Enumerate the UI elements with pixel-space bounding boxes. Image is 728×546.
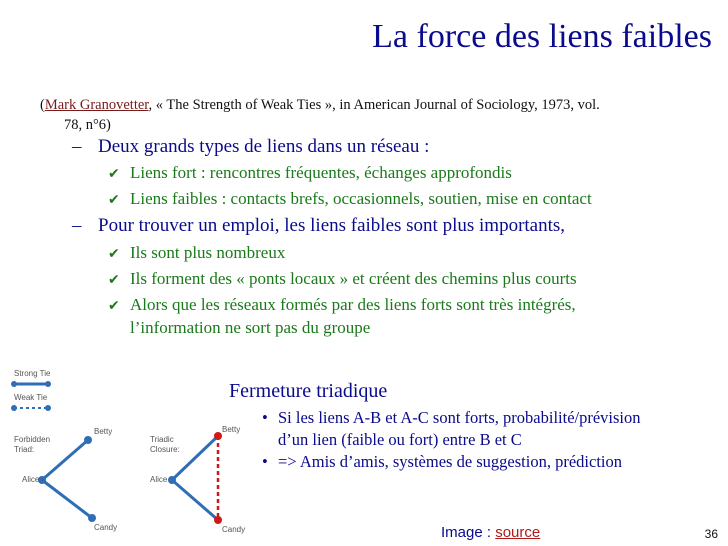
node-candy-label: Candy: [222, 525, 246, 534]
checkmark-icon: ✔: [108, 246, 120, 262]
triadic-closure-title: Fermeture triadique: [229, 380, 388, 402]
sub-bullet-integrated-networks: [108, 295, 576, 315]
checkmark-icon: ✔: [108, 272, 120, 288]
triadic-point-text: Si les liens A-B et A-C sont forts, probabilité/prévision: [278, 408, 641, 427]
checkmark-icon: ✔: [108, 166, 120, 182]
page-number: 36: [704, 527, 718, 541]
source-link[interactable]: source: [495, 524, 541, 541]
triadic-point-suggestions: [262, 451, 622, 473]
sub-bullet-local-bridges: [108, 269, 577, 289]
checkmark-icon: ✔: [108, 298, 120, 314]
sub-bullet-text: Ils forment des « ponts locaux » et créent des chemins plus courts: [130, 269, 577, 288]
dot-bullet: •: [262, 408, 268, 427]
sub-bullet-strong-ties: [108, 163, 512, 183]
ref-open: (: [40, 97, 45, 113]
node-alice-label: Alice: [22, 475, 40, 484]
closure-label-1: Triadic: [150, 435, 174, 444]
caption-prefix: Image :: [441, 524, 496, 541]
triadic-point-text: => Amis d’amis, systèmes de suggestion, prédiction: [278, 452, 622, 471]
forbidden-label-1: Forbidden: [14, 435, 51, 444]
node-alice-label: Alice: [150, 475, 168, 484]
bullet-text: Pour trouver un emploi, les liens faibles sont plus importants,: [98, 215, 566, 236]
bullet-text: Deux grands types de liens dans un réseau :: [98, 136, 430, 157]
image-caption: [441, 524, 540, 541]
ref-rest: , « The Strength of Weak Ties », in American Journal of Sociology, 1973, vol.: [148, 97, 600, 113]
dot-bullet: •: [262, 452, 268, 471]
forbidden-label-2: Triad:: [14, 445, 35, 454]
sub-bullet-text: Ils sont plus nombreux: [130, 243, 286, 262]
checkmark-icon: ✔: [108, 192, 120, 208]
sub-bullet-text: Alors que les réseaux formés par des liens forts sont très intégrés,: [130, 295, 576, 314]
legend-weak-tie: [11, 393, 51, 411]
node-candy-label: Candy: [94, 523, 118, 532]
node-betty-label: Betty: [222, 425, 241, 434]
ref-line2: 78, n°6): [64, 117, 111, 133]
sub-bullet-more-numerous: [108, 243, 285, 263]
legend-strong-label: Strong Tie: [14, 369, 51, 378]
dash-bullet: –: [72, 215, 82, 236]
triadic-point-strong-ties: [262, 407, 702, 451]
legend-strong-tie: [11, 369, 51, 387]
legend-weak-label: Weak Tie: [14, 393, 48, 402]
triadic-point-continuation: d’un lien (faible ou fort) entre B et C: [278, 430, 522, 449]
sub-bullet-weak-ties: [108, 189, 592, 209]
reference-citation: [40, 95, 690, 135]
author-link[interactable]: Mark Granovetter: [44, 97, 149, 113]
closure-label-2: Closure:: [150, 445, 180, 454]
sub-bullet-continuation: l’information ne sort pas du groupe: [130, 318, 371, 337]
sub-bullet-text: Liens faibles : contacts brefs, occasionnels, soutien, mise en contact: [130, 189, 592, 208]
node-betty-label: Betty: [94, 427, 113, 436]
slide-title: La force des liens faibles: [372, 18, 712, 55]
dash-bullet: –: [72, 136, 82, 157]
bullet-job-search: [72, 215, 565, 237]
sub-bullet-text: Liens fort : rencontres fréquentes, échanges approfondis: [130, 163, 512, 182]
triadic-closure-diagram: [0, 368, 260, 546]
bullet-types-of-ties: [72, 136, 429, 158]
